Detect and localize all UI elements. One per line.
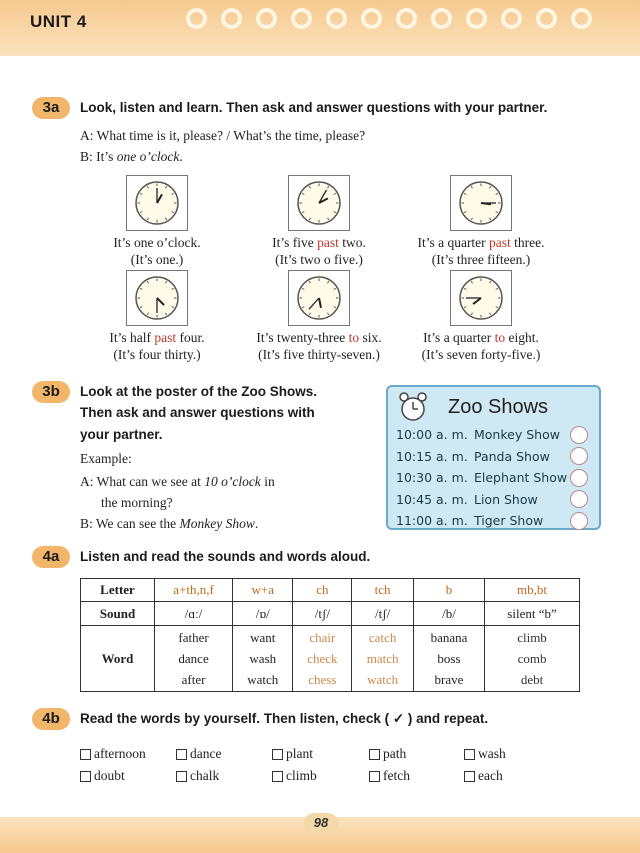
clock-icon bbox=[295, 179, 343, 227]
ring-icon bbox=[466, 8, 487, 29]
caption-alt: (It’s four thirty.) bbox=[113, 347, 201, 362]
word: dance bbox=[178, 651, 209, 666]
word-checkbox[interactable] bbox=[464, 768, 503, 784]
checkbox-icon[interactable] bbox=[464, 771, 475, 782]
word-checkbox[interactable] bbox=[176, 746, 221, 762]
clock-icon bbox=[133, 274, 181, 322]
word-checkbox[interactable] bbox=[369, 768, 410, 784]
show-time: 10:45 a. m. bbox=[396, 491, 468, 507]
word: match bbox=[366, 651, 399, 666]
decorative-rings bbox=[186, 8, 592, 29]
checkbox-icon[interactable] bbox=[80, 771, 91, 782]
word-checkbox[interactable] bbox=[272, 746, 313, 762]
show-name: Panda Show bbox=[474, 448, 550, 464]
letter-cell: b bbox=[413, 579, 484, 602]
poster-row bbox=[396, 424, 588, 446]
section-badge-3a: 3a bbox=[32, 97, 70, 119]
checkbox-label: climb bbox=[286, 768, 317, 783]
letter-cell: mb,bt bbox=[485, 579, 580, 602]
clock-caption: It’s five past two. (It’s two o five.) bbox=[229, 234, 409, 268]
word: chess bbox=[308, 672, 337, 687]
show-time: 10:15 a. m. bbox=[396, 448, 468, 464]
time-keyword: past bbox=[154, 330, 177, 345]
table-row-letters bbox=[81, 579, 580, 602]
word-cell bbox=[485, 626, 580, 692]
section-title-4b: Read the words by yourself. Then listen, check ( ✓ ) and repeat. bbox=[80, 711, 489, 726]
clock-icon bbox=[457, 274, 505, 322]
letter-cell: w+a bbox=[233, 579, 293, 602]
word: want bbox=[250, 630, 276, 645]
checkbox-icon[interactable] bbox=[176, 771, 187, 782]
page-number: 98 bbox=[304, 813, 338, 833]
animal-icon bbox=[570, 426, 588, 444]
time-keyword: past bbox=[489, 235, 511, 250]
checkbox-label: doubt bbox=[94, 768, 125, 783]
caption-text: It’s one o’clock. bbox=[113, 235, 201, 250]
caption-alt: (It’s one.) bbox=[130, 252, 184, 267]
clock-caption: It’s half past four. (It’s four thirty.) bbox=[67, 329, 247, 363]
word-checkbox[interactable] bbox=[80, 768, 125, 784]
word: check bbox=[307, 651, 338, 666]
section-badge-4a: 4a bbox=[32, 546, 70, 568]
show-name: Tiger Show bbox=[474, 513, 544, 529]
caption-alt: (It’s five thirty-seven.) bbox=[258, 347, 380, 362]
show-time: 10:00 a. m. bbox=[396, 427, 468, 443]
row-header-letter: Letter bbox=[81, 579, 155, 602]
word: climb bbox=[517, 630, 547, 645]
time-keyword: to bbox=[494, 330, 506, 345]
ring-icon bbox=[256, 8, 277, 29]
ring-icon bbox=[431, 8, 452, 29]
checkbox-icon[interactable] bbox=[464, 749, 475, 760]
word: banana bbox=[430, 630, 468, 645]
caption-alt: (It’s three fifteen.) bbox=[431, 252, 531, 267]
show-time: 11:00 a. m. bbox=[396, 513, 468, 529]
word-checkbox[interactable] bbox=[80, 746, 146, 762]
section-title-3a: Look, listen and learn. Then ask and answer questions with your partner. bbox=[80, 100, 548, 115]
clock-icon bbox=[133, 179, 181, 227]
clock-picture bbox=[288, 175, 350, 231]
checkbox-icon[interactable] bbox=[80, 749, 91, 760]
checkbox-label: dance bbox=[190, 746, 222, 761]
sound-cell: silent “b” bbox=[485, 602, 580, 626]
row-header-word: Word bbox=[81, 626, 155, 692]
show-name: Monkey Show bbox=[474, 427, 560, 443]
zoo-poster bbox=[386, 385, 601, 530]
checkbox-label: each bbox=[478, 768, 503, 783]
example-line-b: B: We can see the Monkey Show. bbox=[80, 516, 259, 531]
sound-cell: /tʃ/ bbox=[352, 602, 414, 626]
sounds-table bbox=[80, 578, 580, 692]
clock-picture bbox=[288, 270, 350, 326]
dialog-line-b: B: It’s one o’clock. bbox=[80, 149, 183, 164]
ring-icon bbox=[326, 8, 347, 29]
word: debt bbox=[520, 672, 544, 687]
checkbox-icon[interactable] bbox=[272, 749, 283, 760]
caption-alt: (It’s two o five.) bbox=[275, 252, 363, 267]
word-cell bbox=[413, 626, 484, 692]
ring-icon bbox=[291, 8, 312, 29]
clock-icon bbox=[457, 179, 505, 227]
animal-icon bbox=[570, 469, 588, 487]
clock-caption bbox=[67, 234, 247, 268]
row-header-sound: Sound bbox=[81, 602, 155, 626]
section-title-3b-line1: Look at the poster of the Zoo Shows. bbox=[80, 384, 318, 399]
word: wash bbox=[249, 651, 277, 666]
checkbox-icon[interactable] bbox=[369, 749, 380, 760]
word-checkbox[interactable] bbox=[272, 768, 317, 784]
poster-schedule bbox=[396, 424, 588, 532]
word: after bbox=[181, 672, 206, 687]
word-cell bbox=[293, 626, 352, 692]
letter-cell: tch bbox=[352, 579, 414, 602]
checkbox-label: afternoon bbox=[94, 746, 146, 761]
sound-cell: /ɑː/ bbox=[155, 602, 233, 626]
checkbox-label: path bbox=[383, 746, 407, 761]
ring-icon bbox=[536, 8, 557, 29]
animal-icon bbox=[570, 490, 588, 508]
table-row-words bbox=[81, 626, 580, 692]
sound-cell: /ɒ/ bbox=[233, 602, 293, 626]
word: watch bbox=[367, 672, 399, 687]
word: boss bbox=[437, 651, 461, 666]
sound-cell: /b/ bbox=[413, 602, 484, 626]
dialog-line-a: A: What time is it, please? / What’s the time, please? bbox=[80, 128, 366, 143]
word-cell bbox=[352, 626, 414, 692]
animal-icon bbox=[570, 512, 588, 530]
example-line-a: A: What can we see at 10 o’clock in bbox=[80, 474, 275, 489]
clock-picture bbox=[126, 175, 188, 231]
ring-icon bbox=[571, 8, 592, 29]
clock-picture bbox=[450, 270, 512, 326]
word-checkbox[interactable] bbox=[369, 746, 406, 762]
animal-icon bbox=[570, 447, 588, 465]
time-keyword: past bbox=[317, 235, 339, 250]
checkbox-icon[interactable] bbox=[176, 749, 187, 760]
time-keyword: to bbox=[348, 330, 360, 345]
example-line-a2: the morning? bbox=[101, 495, 173, 510]
word-checkbox[interactable] bbox=[464, 746, 506, 762]
table-row-sounds bbox=[81, 602, 580, 626]
clock-picture bbox=[450, 175, 512, 231]
ring-icon bbox=[501, 8, 522, 29]
clock-caption: It’s a quarter to eight. (It’s seven forty-five.) bbox=[391, 329, 571, 363]
checkbox-label: fetch bbox=[383, 768, 410, 783]
word-checkbox[interactable] bbox=[176, 768, 219, 784]
word: catch bbox=[368, 630, 397, 645]
ring-icon bbox=[221, 8, 242, 29]
section-badge-4b: 4b bbox=[32, 708, 70, 730]
clock-caption: It’s a quarter past three. (It’s three fifteen.) bbox=[391, 234, 571, 268]
word: chair bbox=[309, 630, 336, 645]
ring-icon bbox=[361, 8, 382, 29]
word-cell bbox=[233, 626, 293, 692]
poster-title: Zoo Shows bbox=[448, 396, 549, 418]
checkbox-icon[interactable] bbox=[272, 771, 283, 782]
section-title-4a: Listen and read the sounds and words aloud. bbox=[80, 549, 371, 564]
show-name: Lion Show bbox=[474, 491, 538, 507]
show-name: Elephant Show bbox=[474, 470, 568, 486]
word: father bbox=[178, 630, 209, 645]
clock-icon bbox=[295, 274, 343, 322]
poster-row bbox=[396, 510, 588, 532]
letter-cell: a+th,n,f bbox=[155, 579, 233, 602]
section-title-3b-line2: Then ask and answer questions with bbox=[80, 405, 315, 420]
alarm-clock-icon bbox=[396, 391, 430, 423]
poster-row bbox=[396, 489, 588, 511]
clock-caption: It’s twenty-three to six. (It’s five thirty-seven.) bbox=[229, 329, 409, 363]
ring-icon bbox=[186, 8, 207, 29]
checkbox-label: chalk bbox=[190, 768, 220, 783]
word: comb bbox=[517, 651, 547, 666]
section-title-3b-line3: your partner. bbox=[80, 427, 163, 442]
caption-alt: (It’s seven forty-five.) bbox=[421, 347, 541, 362]
word: brave bbox=[434, 672, 464, 687]
show-time: 10:30 a. m. bbox=[396, 470, 468, 486]
word-cell bbox=[155, 626, 233, 692]
section-badge-3b: 3b bbox=[32, 381, 70, 403]
letter-cell: ch bbox=[293, 579, 352, 602]
clock-picture bbox=[126, 270, 188, 326]
sound-cell: /tʃ/ bbox=[293, 602, 352, 626]
word: watch bbox=[247, 672, 279, 687]
poster-row bbox=[396, 446, 588, 468]
checkbox-icon[interactable] bbox=[369, 771, 380, 782]
poster-row bbox=[396, 467, 588, 489]
checkbox-label: plant bbox=[286, 746, 313, 761]
unit-title: UNIT 4 bbox=[30, 12, 87, 31]
example-label: Example: bbox=[80, 451, 132, 466]
ring-icon bbox=[396, 8, 417, 29]
checkbox-label: wash bbox=[478, 746, 506, 761]
